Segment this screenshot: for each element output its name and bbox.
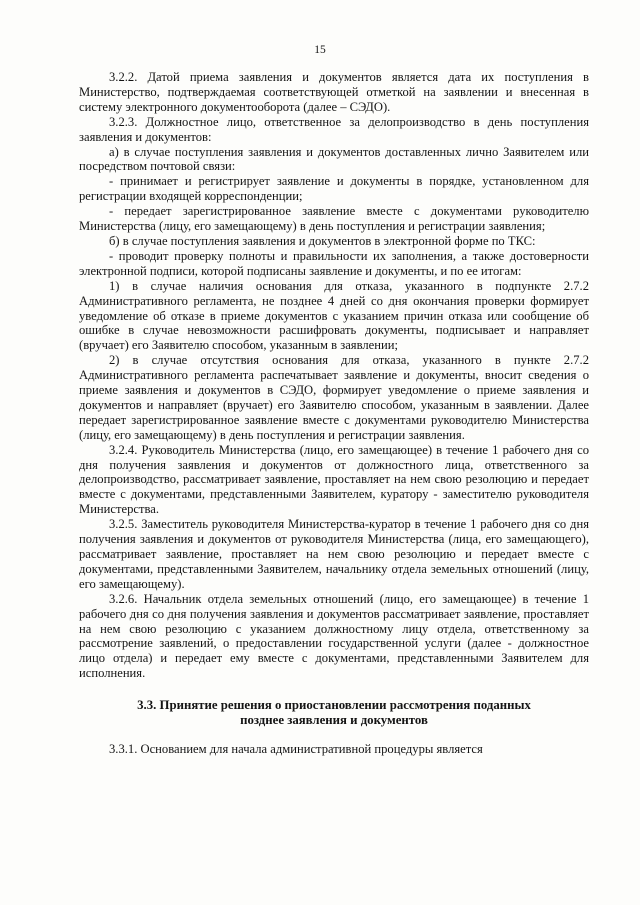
paragraph-bullet-check: - проводит проверку полноты и правильности их заполнения, а также достоверности электронной подписи, которой подписаны заявление и документы, и по ее итогам: <box>79 248 589 278</box>
paragraph-3-2-5: 3.2.5. Заместитель руководителя Министерства-куратор в течение 1 рабочего дня со дня получения заявления и документов от руководителя Министерства (лица, его замещающего), рассматривает заявление, проставляет на нем свою резолюцию и передает вместе с документами, представленными Заявителем, начальнику отдела земельных отношений (лицу, его замещающему). <box>79 517 589 591</box>
page-number: 15 <box>314 44 326 56</box>
paragraph-3-2-3: 3.2.3. Должностное лицо, ответственное за делопроизводство в день поступления заявления и документов: <box>79 114 589 144</box>
paragraph-bullet-register: - принимает и регистрирует заявление и документы в порядке, установленном для регистрации входящей корреспонденции; <box>79 174 589 204</box>
paragraph-item-a: а) в случае поступления заявления и документов доставленных лично Заявителем или посредством почтовой связи: <box>79 144 589 174</box>
section-heading-line-1: 3.3. Принятие решения о приостановлении рассмотрения поданных <box>137 698 531 713</box>
document-body <box>79 70 589 757</box>
section-heading-3-3 <box>79 698 589 728</box>
section-heading-line-2: позднее заявления и документов <box>240 713 428 728</box>
paragraph-3-2-2: 3.2.2. Датой приема заявления и документов является дата их поступления в Министерство, подтверждаемая соответствующей отметкой на заявлении и внесенная в систему электронного документооборота (далее – СЭДО). <box>79 70 589 114</box>
paragraph-3-2-6: 3.2.6. Начальник отдела земельных отношений (лицо, его замещающее) в течение 1 рабочего дня со дня получения заявления и документов рассматривает заявление, проставляет на нем свою резолюцию с указанием должностному лицу отдела, ответственному за рассмотрение заявлений, о предоставлении государственной услуги (далее - должностное лицо отдела) и передает ему вместе с документами, представленными Заявителем для исполнения. <box>79 591 589 681</box>
paragraph-item-1: 1) в случае наличия основания для отказа, указанного в подпункте 2.7.2 Административного регламента, не позднее 4 дней со дня окончания проверки формирует уведомление об отказе в приеме документов с указанием причин отказа или сообщение об ошибке в случае невозможности расшифровать документы, подписывает и направляет (вручает) его Заявителю способом, указанным в заявлении; <box>79 278 589 353</box>
paragraph-3-3-1: 3.3.1. Основанием для начала административной процедуры является <box>109 742 483 757</box>
paragraph-item-2: 2) в случае отсутствия основания для отказа, указанного в пункте 2.7.2 Административного регламента распечатывает заявление и документы, вносит сведения о приеме заявления и документов в СЭДО, формирует уведомление о приеме заявления и документов и направляет (вручает) его Заявителю способом, указанным в заявлении. Далее передает зарегистрированное заявление вместе с документами руководителю Министерства (лицу, его замещающему) в день поступления и регистрации заявления. <box>79 353 589 442</box>
paragraph-3-2-4: 3.2.4. Руководитель Министерства (лицо, его замещающее) в течение 1 рабочего дня со дня получения заявления и документов от должностного лица, ответственного за делопроизводство, рассматривает заявление, проставляет на нем свою резолюцию и передает вместе с документами, представленными Заявителем, куратору - заместителю руководителя Министерства. <box>79 442 589 517</box>
paragraph-item-b: б) в случае поступления заявления и документов в электронной форме по ТКС: <box>109 233 536 248</box>
paragraph-bullet-transfer: - передает зарегистрированное заявление вместе с документами руководителю Министерства (лицу, его замещающему) в день поступления и регистрации заявления; <box>79 204 589 234</box>
